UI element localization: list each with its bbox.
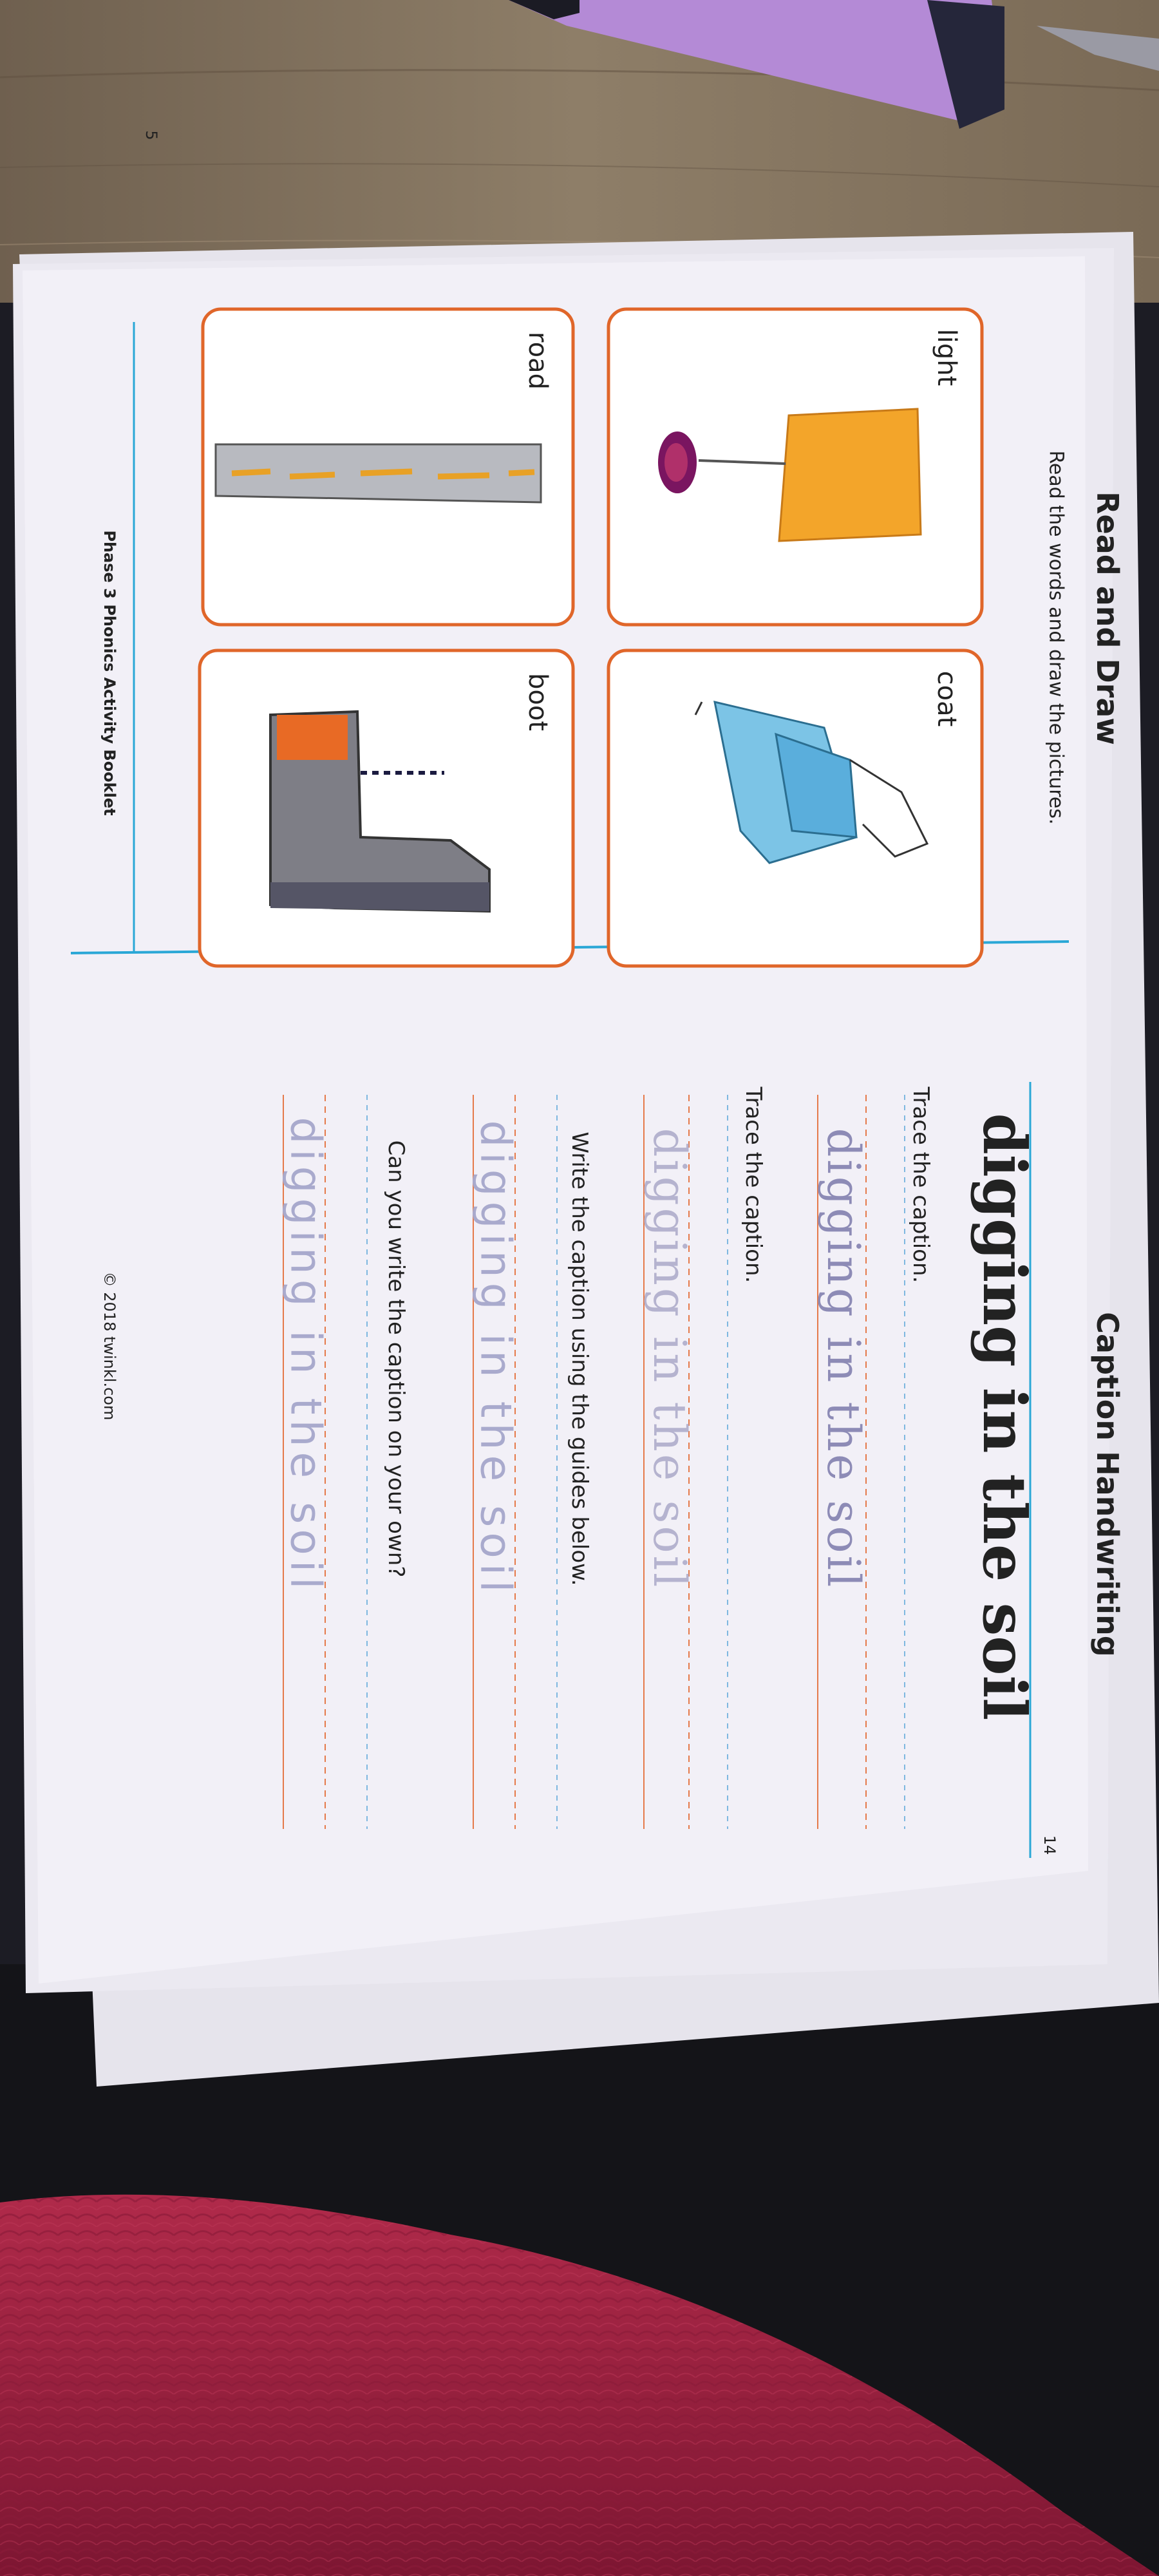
- road-drawing: [216, 444, 541, 502]
- card-boot: [200, 650, 573, 966]
- photo-scene: Read and Draw Read the words and draw the pictures. light coat road boot 5 Phase 3 Phonics Activity Booklet Caption Handwriting digging in the soil Trace the caption. digging in the soil Trace the caption. digging in the soil Write the caption using the guides below. digging in the soil Can you write the caption on your own? digging in the soil © 2018 twinkl.com 14: [0, 0, 1159, 2576]
